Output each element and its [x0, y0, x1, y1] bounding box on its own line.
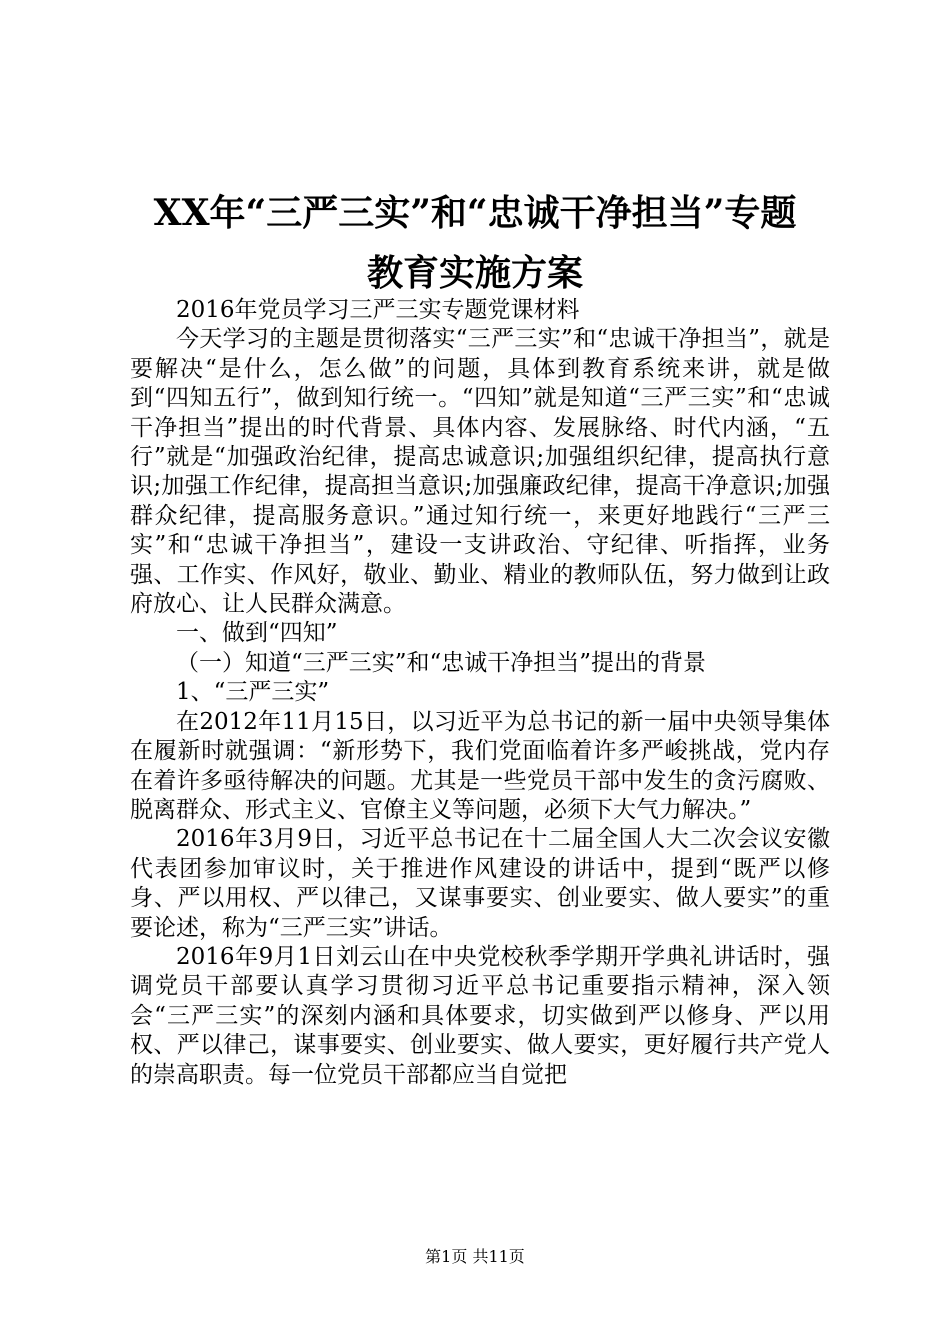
section-heading: 一、做到“四知” — [176, 620, 338, 647]
paragraph-intro: 今天学习的主题是贯彻落实“三严三实”和“忠诚干净担当”，就是要解决“是什么，怎么做”的问题，具体到教育系统来讲，就是做到“四知五行”，做到知行统一。“四知”就是知道“三严三实”和“忠诚干净担当”提出的时代背景、具体内容、发展脉络、时代内涵，“五行”就是“加强政治纪律，提高忠诚意识;加强组织纪律，提高执行意识;加强工作纪律，提高担当意识;加强廉政纪律，提高干净意识;加强群众纪律，提高服务意识。”通过知行统一，来更好地践行“三严三实”和“忠诚干净担当”，建设一支讲政治、守纪律、听指挥，业务强、工作实、作风好，敬业、勤业、精业的教师队伍，努力做到让政府放心、让人民群众满意。 — [130, 326, 830, 618]
document-title-line-1: XX年“三严三实”和“忠诚干净担当”专题 — [153, 192, 797, 234]
item-heading: 1、“三严三实” — [176, 679, 330, 706]
paragraph: 在2012年11月15日，以习近平为总书记的新一届中央领导集体在履新时就强调：“新形势下，我们党面临着许多严峻挑战，党内存在着许多亟待解决的问题。尤其是一些党员干部中发生的贪污腐败、脱离群众、形式主义、官僚主义等问题，必须下大气力解决。” — [130, 708, 830, 823]
document-body — [130, 296, 830, 1090]
document-title-line-2: 教育实施方案 — [366, 252, 583, 294]
paragraph: 2016年9月1日刘云山在中央党校秋季学期开学典礼讲话时，强调党员干部要认真学习贯彻习近平总书记重要指示精神，深入领会“三严三实”的深刻内涵和具体要求，切实做到严以修身、严以用权、严以律己，谋事要实、创业要实、做人要实，更好履行共产党人的崇高职责。每一位党员干部都应当自觉把 — [130, 943, 830, 1088]
paragraph: 2016年3月9日，习近平总书记在十二届全国人大二次会议安徽代表团参加审议时，关于推进作风建设的讲话中，提到“既严以修身、严以用权、严以律己，又谋事要实、创业要实、做人要实”的重要论述，称为“三严三实”讲话。 — [130, 826, 830, 941]
page-footer: 第1页 共11页 — [425, 1247, 525, 1266]
paragraph-subtitle: 2016年党员学习三严三实专题党课材料 — [176, 297, 580, 323]
subsection-heading: （一）知道“三严三实”和“忠诚干净担当”提出的背景 — [176, 649, 707, 676]
